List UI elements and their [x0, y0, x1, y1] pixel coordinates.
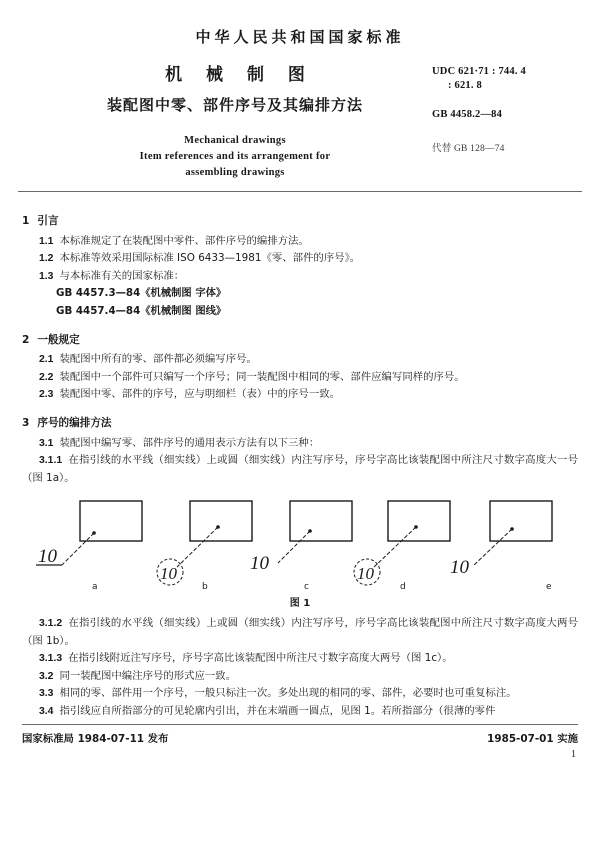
figure-sublabel-c: c — [304, 582, 309, 593]
clause-text-3-4: 指引线应自所指部分的可见轮廓内引出，并在末端画一圆点，见图 1。若所指部分（很薄的零件 — [59, 704, 496, 717]
clause-2-3 — [22, 386, 578, 404]
figure-sublabel-a: a — [92, 582, 98, 593]
gb-standard-number: GB 4458.2—84 — [432, 109, 503, 120]
figure-1-drawing — [22, 493, 578, 597]
clause-text-3-1-2: 在指引线的水平线（细实线）上或圆（细实线）内注写序号，序号字高比该装配图中所注尺寸数字高度大两号（图 1b）。 — [22, 616, 578, 647]
clause-number-1-3: 1.3 — [39, 270, 54, 282]
clause-3-1-2 — [22, 615, 578, 650]
leader-line-a — [62, 533, 94, 565]
clause-number-3-1-1: 3.1.1 — [39, 455, 63, 467]
clause-text-3-3: 相同的零、部件用一个序号，一般只标注一次。多处出现的相同的零、部件，必要时也可重复标注。 — [59, 687, 517, 700]
clause-text-3-2: 同一装配图中编注序号的形式应一致。 — [59, 669, 237, 682]
clause-3-1-1 — [22, 452, 578, 487]
item-number-e: 10 — [450, 557, 469, 579]
item-number-b: 10 — [160, 564, 177, 584]
clause-number-3-4: 3.4 — [39, 705, 54, 717]
figure-item-b — [157, 501, 252, 592]
figure-item-d — [354, 501, 450, 592]
clause-2-2 — [22, 369, 578, 387]
section-heading-2 — [22, 332, 578, 350]
figure-item-e — [450, 501, 552, 592]
figure-item-a — [36, 501, 142, 592]
section-heading-3 — [22, 415, 578, 433]
clause-number-3-2: 3.2 — [39, 670, 54, 682]
clause-number-3-1: 3.1 — [39, 437, 54, 449]
english-title-line-2: Item references and its arrangement for — [139, 151, 331, 162]
figure-1-row — [22, 493, 578, 597]
clause-number-1-1: 1.1 — [39, 235, 54, 247]
figure-sublabel-d: d — [400, 582, 406, 593]
clause-number-1-2: 1.2 — [39, 253, 54, 265]
clause-1-2 — [22, 250, 578, 268]
english-title-line-3: assembling drawings — [185, 167, 285, 178]
clause-3-1-3 — [22, 650, 578, 668]
figure-item-c — [250, 501, 352, 592]
clause-text-2-2: 装配图中一个部件可只编写一个序号；同一装配图中相同的零、部件应编写同样的序号。 — [59, 370, 465, 383]
clause-number-3-1-2: 3.1.2 — [39, 617, 63, 629]
udc-line-2: : 621. 8 — [448, 80, 482, 91]
footer-divider — [22, 724, 578, 725]
title-block — [0, 63, 600, 191]
clause-1-1 — [22, 233, 578, 251]
leader-line-b — [177, 527, 218, 567]
english-title — [60, 133, 410, 181]
figure-1 — [22, 493, 578, 613]
clause-3-4 — [22, 703, 578, 721]
standard-code-block — [432, 65, 582, 154]
reference-standard-2: GB 4457.4—84《机械制图 图线》 — [56, 304, 227, 317]
clause-3-3 — [22, 685, 578, 703]
item-number-a: 10 — [38, 546, 57, 568]
clause-number-3-1-3: 3.1.3 — [39, 653, 63, 665]
clause-2-1 — [22, 351, 578, 369]
section-number-1: 1 — [22, 215, 30, 227]
clause-text-3-1-3: 在指引线附近注写序号，序号字高比该装配图中所注尺寸数字高度大两号（图 1c）。 — [68, 652, 453, 665]
part-outline-b — [190, 501, 252, 541]
clause-3-2 — [22, 668, 578, 686]
clause-text-1-2: 本标准等效采用国际标准 ISO 6433—1981《零、部件的序号》。 — [59, 252, 361, 265]
document-body — [0, 192, 600, 720]
figure-1-caption: 图 1 — [289, 598, 311, 610]
leader-line-d — [374, 527, 416, 567]
footer-line — [0, 730, 600, 745]
reference-standard-1: GB 4457.3—84《机械制图 字体》 — [56, 287, 227, 300]
page-number: 1 — [571, 749, 576, 760]
item-number-c: 10 — [250, 553, 269, 575]
part-outline-d — [388, 501, 450, 541]
part-outline-e — [490, 501, 552, 541]
clause-text-2-3: 装配图中零、部件的序号，应与明细栏（表）中的序号一致。 — [59, 388, 340, 401]
title-center — [60, 63, 410, 181]
section-title-1: 引言 — [37, 215, 59, 227]
clause-3-1 — [22, 435, 578, 453]
page-subtitle: 装配图中零、部件序号及其编排方法 — [106, 96, 363, 114]
clause-number-2-3: 2.3 — [39, 389, 54, 401]
clause-text-3-1-1: 在指引线的水平线（细实线）上或圆（细实线）内注写序号，序号字高比该装配图中所注尺寸数字高度大一号（图 1a）。 — [22, 454, 578, 484]
udc-line-1: UDC 621·71 : 744. 4 — [432, 66, 526, 77]
issued-date: 国家标准局 1984-07-11 发布 — [22, 733, 169, 745]
replaces-note: 代替 GB 128—74 — [432, 144, 505, 154]
page-footer — [0, 724, 600, 760]
clause-number-2-2: 2.2 — [39, 371, 54, 383]
section-number-3: 3 — [22, 416, 30, 429]
figure-sublabel-b: b — [202, 582, 208, 593]
clause-text-2-1: 装配图中所有的零、部件都必须编写序号。 — [59, 353, 257, 366]
section-title-3: 序号的编排方法 — [37, 416, 112, 429]
item-number-d: 10 — [357, 564, 374, 584]
leader-line-e — [474, 529, 512, 565]
nation-line: 中华人民共和国国家标准 — [195, 28, 405, 46]
part-outline-c — [290, 501, 352, 541]
part-outline-a — [80, 501, 142, 541]
udc-code — [432, 65, 582, 93]
page-title: 机 械 制 图 — [165, 65, 314, 85]
section-title-2: 一般规定 — [37, 333, 80, 346]
figure-sublabel-e: e — [546, 582, 552, 593]
clause-text-3-1: 装配图中编写零、部件序号的通用表示方法有以下三种： — [59, 436, 320, 449]
english-title-line-1: Mechanical drawings — [184, 135, 286, 146]
clause-number-2-1: 2.1 — [39, 354, 54, 366]
masthead — [0, 0, 600, 47]
leader-line-c — [278, 531, 310, 563]
effective-date: 1985-07-01 实施 — [487, 733, 578, 745]
clause-number-3-3: 3.3 — [39, 688, 54, 700]
section-heading-1 — [22, 213, 578, 231]
clause-1-3 — [22, 268, 578, 286]
clause-text-1-1: 本标准规定了在装配图中零件、部件序号的编排方法。 — [59, 234, 309, 247]
clause-text-1-3: 与本标准有关的国家标准： — [59, 269, 185, 282]
section-number-2: 2 — [22, 333, 30, 346]
